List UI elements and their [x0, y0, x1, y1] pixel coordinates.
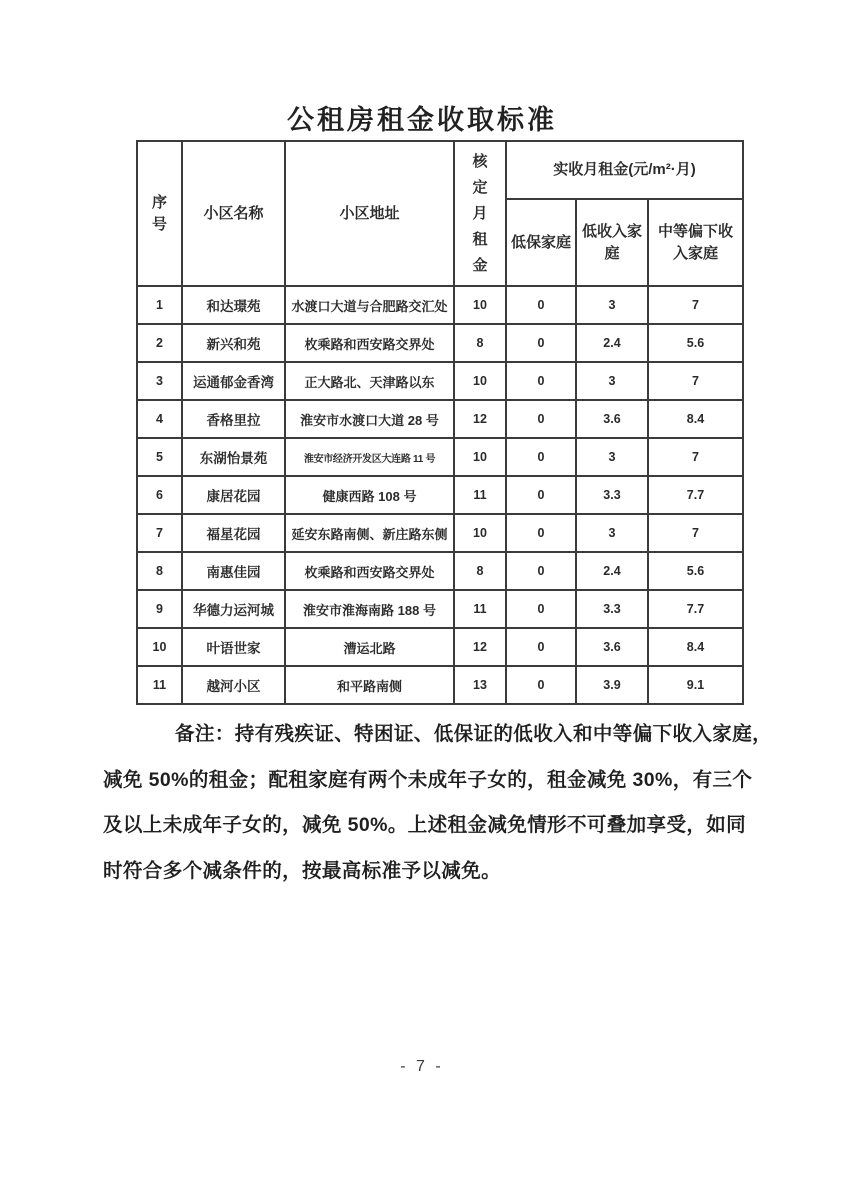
- table-cell-low: 3.6: [576, 628, 648, 666]
- table-cell-address: 漕运北路: [285, 628, 454, 666]
- column-header-address: 小区地址: [285, 141, 454, 286]
- table-cell-low: 3.9: [576, 666, 648, 704]
- table-cell-low: 2.4: [576, 324, 648, 362]
- table-row: [137, 666, 743, 704]
- column-header-dibao-family: 低保家庭: [506, 199, 576, 286]
- table-cell-no: 2: [137, 324, 182, 362]
- table-cell-name: 越河小区: [182, 666, 285, 704]
- remark-line: 时符合多个减条件的，按最高标准予以减免。: [103, 859, 502, 882]
- page-title: 公租房租金收取标准: [287, 105, 557, 135]
- table-cell-no: 1: [137, 286, 182, 324]
- table-cell-no: 3: [137, 362, 182, 400]
- table-row: [137, 324, 743, 362]
- table-cell-name: 福星花园: [182, 514, 285, 552]
- table-cell-address: 水渡口大道与合肥路交汇处: [285, 286, 454, 324]
- page-number: - 7 -: [400, 1058, 444, 1075]
- table-cell-dibao: 0: [506, 590, 576, 628]
- table-cell-approved: 8: [454, 324, 506, 362]
- table-cell-name: 康居花园: [182, 476, 285, 514]
- table-cell-low: 3.3: [576, 476, 648, 514]
- table-cell-no: 4: [137, 400, 182, 438]
- table-cell-mid: 5.6: [648, 552, 743, 590]
- table-cell-address: 和平路南侧: [285, 666, 454, 704]
- remark-line: 及以上未成年子女的，减免 50%。上述租金减免情形不可叠加享受，如同: [103, 814, 747, 836]
- table-cell-address: 枚乘路和西安路交界处: [285, 324, 454, 362]
- table-cell-low: 3.3: [576, 590, 648, 628]
- table-cell-approved: 10: [454, 286, 506, 324]
- remark-line: 备注：持有残疾证、特困证、低保证的低收入和中等偏下收入家庭，: [175, 723, 773, 745]
- table-cell-address: 淮安市水渡口大道 28 号: [285, 400, 454, 438]
- table-cell-low: 3.6: [576, 400, 648, 438]
- table-cell-name: 和达璟苑: [182, 286, 285, 324]
- table-cell-dibao: 0: [506, 286, 576, 324]
- table-cell-dibao: 0: [506, 400, 576, 438]
- table-cell-mid: 8.4: [648, 628, 743, 666]
- table-cell-name: 运通郁金香湾: [182, 362, 285, 400]
- remark-line: 减免 50%的租金；配租家庭有两个未成年子女的，租金减免 30%，有三个: [103, 768, 753, 791]
- column-header-actual-rent-group: 实收月租金(元/m²·月): [506, 141, 743, 199]
- table-cell-dibao: 0: [506, 552, 576, 590]
- table-cell-mid: 7.7: [648, 476, 743, 514]
- table-cell-address: 淮安市经济开发区大连路 11 号: [285, 438, 454, 476]
- rent-standard-table: [136, 140, 744, 705]
- table-cell-no: 5: [137, 438, 182, 476]
- table-cell-mid: 5.6: [648, 324, 743, 362]
- table-cell-approved: 10: [454, 514, 506, 552]
- table-row: [137, 552, 743, 590]
- table-cell-approved: 13: [454, 666, 506, 704]
- table-cell-name: 叶语世家: [182, 628, 285, 666]
- table-cell-low: 3: [576, 438, 648, 476]
- table-cell-name: 香格里拉: [182, 400, 285, 438]
- column-header-no-label: 序号: [151, 193, 167, 233]
- table-cell-dibao: 0: [506, 362, 576, 400]
- table-cell-name: 新兴和苑: [182, 324, 285, 362]
- table-cell-dibao: 0: [506, 324, 576, 362]
- table-cell-mid: 7: [648, 286, 743, 324]
- table-cell-approved: 12: [454, 400, 506, 438]
- remark-paragraph: [103, 712, 773, 894]
- table-cell-no: 9: [137, 590, 182, 628]
- column-header-lower-middle-family: 中等偏下收入家庭: [648, 199, 743, 286]
- table-cell-low: 3: [576, 362, 648, 400]
- table-cell-address: 正大路北、天津路以东: [285, 362, 454, 400]
- column-header-no: [137, 141, 182, 286]
- table-row: [137, 476, 743, 514]
- table-cell-name: 南惠佳园: [182, 552, 285, 590]
- table-cell-mid: 7.7: [648, 590, 743, 628]
- table-cell-no: 10: [137, 628, 182, 666]
- table-cell-address: 淮安市淮海南路 188 号: [285, 590, 454, 628]
- table-row: [137, 438, 743, 476]
- table-cell-no: 11: [137, 666, 182, 704]
- table-cell-mid: 9.1: [648, 666, 743, 704]
- table-cell-approved: 11: [454, 590, 506, 628]
- table-cell-mid: 8.4: [648, 400, 743, 438]
- table-cell-mid: 7: [648, 362, 743, 400]
- table-cell-low: 2.4: [576, 552, 648, 590]
- table-cell-dibao: 0: [506, 476, 576, 514]
- column-header-approved-rent: [454, 141, 506, 286]
- table-cell-approved: 10: [454, 362, 506, 400]
- table-cell-name: 东湖怡景苑: [182, 438, 285, 476]
- table-row: [137, 400, 743, 438]
- table-cell-low: 3: [576, 514, 648, 552]
- table-row: [137, 590, 743, 628]
- table-cell-approved: 10: [454, 438, 506, 476]
- table-cell-low: 3: [576, 286, 648, 324]
- column-header-name: 小区名称: [182, 141, 285, 286]
- table-cell-dibao: 0: [506, 666, 576, 704]
- column-header-approved-rent-label: 核定月租金: [472, 152, 488, 274]
- table-cell-no: 7: [137, 514, 182, 552]
- table-cell-approved: 11: [454, 476, 506, 514]
- table-cell-dibao: 0: [506, 438, 576, 476]
- table-cell-dibao: 0: [506, 628, 576, 666]
- column-header-low-income-family: 低收入家庭: [576, 199, 648, 286]
- table-cell-address: 延安东路南侧、新庄路东侧: [285, 514, 454, 552]
- table-cell-no: 6: [137, 476, 182, 514]
- table-cell-mid: 7: [648, 514, 743, 552]
- table-body: [137, 286, 743, 704]
- table-row: [137, 286, 743, 324]
- table-cell-address: 健康西路 108 号: [285, 476, 454, 514]
- table-cell-approved: 8: [454, 552, 506, 590]
- table-cell-address: 枚乘路和西安路交界处: [285, 552, 454, 590]
- table-cell-dibao: 0: [506, 514, 576, 552]
- table-cell-no: 8: [137, 552, 182, 590]
- table-row: [137, 362, 743, 400]
- table-cell-approved: 12: [454, 628, 506, 666]
- table-row: [137, 514, 743, 552]
- table-cell-name: 华德力运河城: [182, 590, 285, 628]
- table-cell-mid: 7: [648, 438, 743, 476]
- table-row: [137, 628, 743, 666]
